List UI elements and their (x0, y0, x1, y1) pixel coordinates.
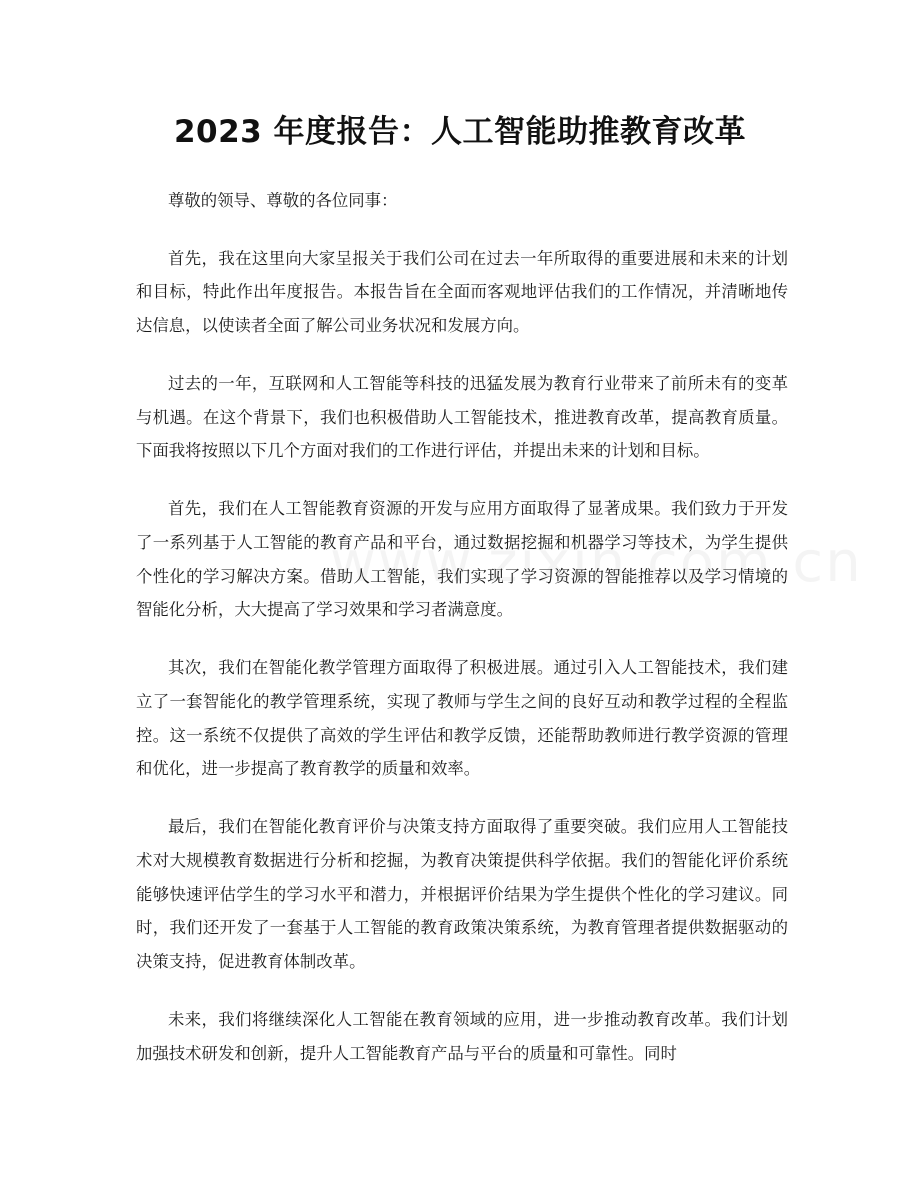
body-paragraph: 首先，我们在人工智能教育资源的开发与应用方面取得了显著成果。我们致力于开发了一系列基于人工智能的教育产品和平台，通过数据挖掘和机器学习等技术，为学生提供个性化的学习解决方案。借助人工智能，我们实现了学习资源的智能推荐以及学习情境的智能化分析，大大提高了学习效果和学习者满意度。 (136, 498, 788, 620)
salutation-paragraph: 尊敬的领导、尊敬的各位同事： (168, 191, 398, 210)
document-title: 2023 年度报告：人工智能助推教育改革 (173, 114, 747, 150)
document-body (136, 184, 788, 1094)
body-paragraph: 首先，我在这里向大家呈报关于我们公司在过去一年所取得的重要进展和未来的计划和目标，特此作出年度报告。本报告旨在全面而客观地评估我们的工作情况，并清晰地传达信息，以使读者全面了解公司业务状况和发展方向。 (136, 248, 788, 336)
body-paragraph: 其次，我们在智能化教学管理方面取得了积极进展。通过引入人工智能技术，我们建立了一套智能化的教学管理系统，实现了教师与学生之间的良好互动和教学过程的全程监控。这一系统不仅提供了高效的学生评估和教学反馈，还能帮助教师进行教学资源的管理和优化，进一步提高了教育教学的质量和效率。 (136, 657, 788, 779)
body-paragraph: 过去的一年，互联网和人工智能等科技的迅猛发展为教育行业带来了前所未有的变革与机遇。在这个背景下，我们也积极借助人工智能技术，推进教育改革，提高教育质量。下面我将按照以下几个方面对我们的工作进行评估，并提出未来的计划和目标。 (136, 373, 788, 461)
body-paragraph: 最后，我们在智能化教育评价与决策支持方面取得了重要突破。我们应用人工智能技术对大规模教育数据进行分析和挖掘，为教育决策提供科学依据。我们的智能化评价系统能够快速评估学生的学习水平和潜力，并根据评价结果为学生提供个性化的学习建议。同时，我们还开发了一套基于人工智能的教育政策决策系统，为教育管理者提供数据驱动的决策支持，促进教育体制改革。 (136, 816, 788, 972)
body-paragraph: 未来，我们将继续深化人工智能在教育领域的应用，进一步推动教育改革。我们计划加强技术研发和创新，提升人工智能教育产品与平台的质量和可靠性。同时 (136, 1009, 788, 1063)
